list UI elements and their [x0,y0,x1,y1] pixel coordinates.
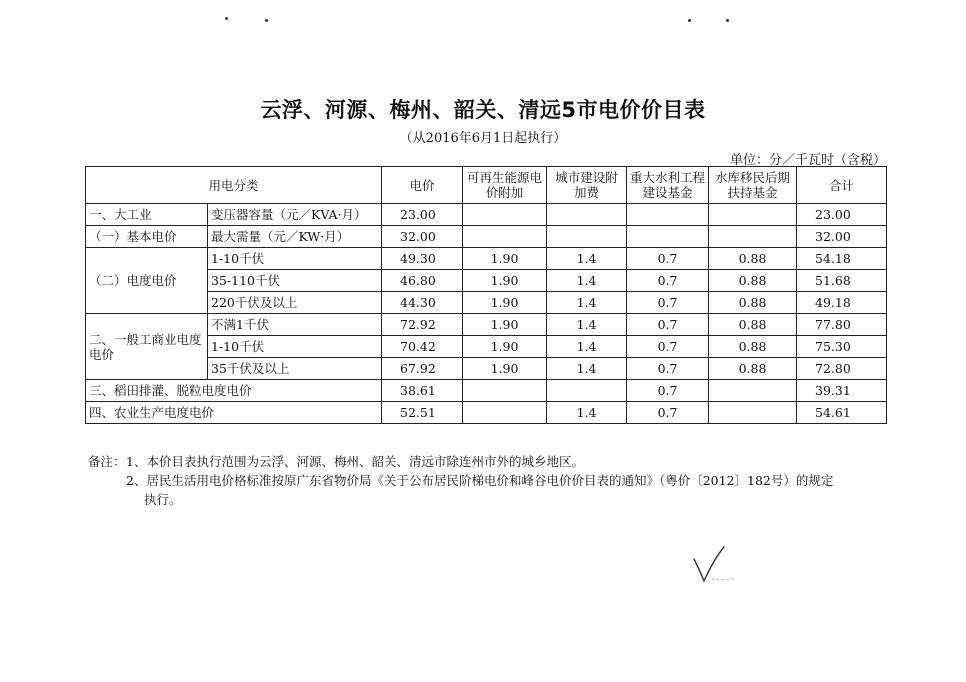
renewable-cell: 1.90 [463,270,547,292]
water-cell: 0.7 [627,380,709,402]
water-cell: 0.7 [627,270,709,292]
scan-speck [265,19,268,22]
water-cell: 0.7 [627,292,709,314]
header-total: 合计 [797,167,887,204]
effective-date: （从2016年6月1日起执行） [399,131,567,146]
subcategory-cell: 1-10千伏 [208,248,382,270]
reservoir-cell: 0.88 [709,314,797,336]
table-row [86,204,887,226]
renewable-cell [463,204,547,226]
subcategory-cell: 变压器容量（元／KVA·月） [208,204,382,226]
water-cell: 0.7 [627,358,709,380]
renewable-cell [463,380,547,402]
scan-speck [225,17,228,20]
renewable-cell: 1.90 [463,314,547,336]
total-cell: 23.00 [797,204,887,226]
subcategory-cell: 1-10千伏 [208,336,382,358]
renewable-cell: 1.90 [463,292,547,314]
total-cell: 77.80 [797,314,887,336]
reservoir-cell: 0.88 [709,358,797,380]
urban-cell [547,204,627,226]
reservoir-cell: 0.88 [709,248,797,270]
table-row [86,226,887,248]
urban-cell: 1.4 [547,336,627,358]
note-text: 1、本价目表执行范围为云浮、河源、梅州、韶关、清远市除连州市外的城乡地区。 [126,454,584,469]
water-cell: 0.7 [627,336,709,358]
water-cell: 0.7 [627,248,709,270]
scan-speck [726,19,729,22]
water-cell: 0.7 [627,402,709,424]
notes-section [88,452,888,509]
table-header-row [86,167,887,204]
price-cell: 49.30 [382,248,463,270]
category-cell: 一、大工业 [86,204,208,226]
category-cell: 三、稻田排灌、脱粒电度电价 [86,380,382,402]
header-category: 用电分类 [86,167,382,204]
water-cell: 0.7 [627,314,709,336]
renewable-cell: 1.90 [463,358,547,380]
subcategory-cell: 35-110千伏 [208,270,382,292]
renewable-cell [463,402,547,424]
total-cell: 51.68 [797,270,887,292]
reservoir-cell [709,226,797,248]
total-cell: 72.80 [797,358,887,380]
table-row [86,248,887,270]
reservoir-cell: 0.88 [709,336,797,358]
urban-cell: 1.4 [547,270,627,292]
reservoir-cell [709,204,797,226]
reservoir-cell [709,402,797,424]
reservoir-cell [709,380,797,402]
note-item [88,452,888,471]
price-cell: 70.42 [382,336,463,358]
subcategory-cell: 不满1千伏 [208,314,382,336]
notes-spacer [88,471,126,490]
note-continuation: 执行。 [144,492,182,507]
header-price: 电价 [382,167,463,204]
total-cell: 39.31 [797,380,887,402]
checkmark-icon [690,545,740,585]
header-urban: 城市建设附加费 [547,167,627,204]
unit-label: 单位：分／千瓦时（含税） [729,153,886,168]
price-table [85,166,887,424]
header-reservoir: 水库移民后期扶持基金 [709,167,797,204]
price-cell: 23.00 [382,204,463,226]
table-row [86,314,887,336]
price-cell: 38.61 [382,380,463,402]
total-cell: 75.30 [797,336,887,358]
note-text: 2、居民生活用电价格标准按原广东省物价局《关于公布居民阶梯电价和峰谷电价价目表的通知》（粤价〔2012〕182号）的规定 [126,473,834,488]
notes-label: 备注： [88,454,126,469]
total-cell: 49.18 [797,292,887,314]
category-cell: （一）基本电价 [86,226,208,248]
urban-cell [547,226,627,248]
reservoir-cell: 0.88 [709,270,797,292]
urban-cell: 1.4 [547,314,627,336]
renewable-cell: 1.90 [463,248,547,270]
price-cell: 46.80 [382,270,463,292]
category-cell: （二）电度电价 [86,248,208,314]
renewable-cell: 1.90 [463,336,547,358]
header-water: 重大水利工程建设基金 [627,167,709,204]
urban-cell: 1.4 [547,248,627,270]
category-cell: 二、一般工商业电度电价 [86,314,208,380]
table-row [86,380,887,402]
reservoir-cell: 0.88 [709,292,797,314]
urban-cell: 1.4 [547,292,627,314]
note-item [88,471,888,490]
subcategory-cell: 220千伏及以上 [208,292,382,314]
price-cell: 72.92 [382,314,463,336]
urban-cell [547,380,627,402]
total-cell: 54.18 [797,248,887,270]
scan-speck [688,19,691,22]
price-cell: 52.51 [382,402,463,424]
renewable-cell [463,226,547,248]
price-cell: 67.92 [382,358,463,380]
price-cell: 32.00 [382,226,463,248]
total-cell: 32.00 [797,226,887,248]
category-cell: 四、农业生产电度电价 [86,402,382,424]
water-cell [627,204,709,226]
urban-cell: 1.4 [547,402,627,424]
urban-cell: 1.4 [547,358,627,380]
page-title: 云浮、河源、梅州、韶关、清远5市电价价目表 [260,98,706,122]
table-row [86,402,887,424]
water-cell [627,226,709,248]
total-cell: 54.61 [797,402,887,424]
header-renewable: 可再生能源电价附加 [463,167,547,204]
subcategory-cell: 最大需量（元／KW·月） [208,226,382,248]
price-cell: 44.30 [382,292,463,314]
subcategory-cell: 35千伏及以上 [208,358,382,380]
